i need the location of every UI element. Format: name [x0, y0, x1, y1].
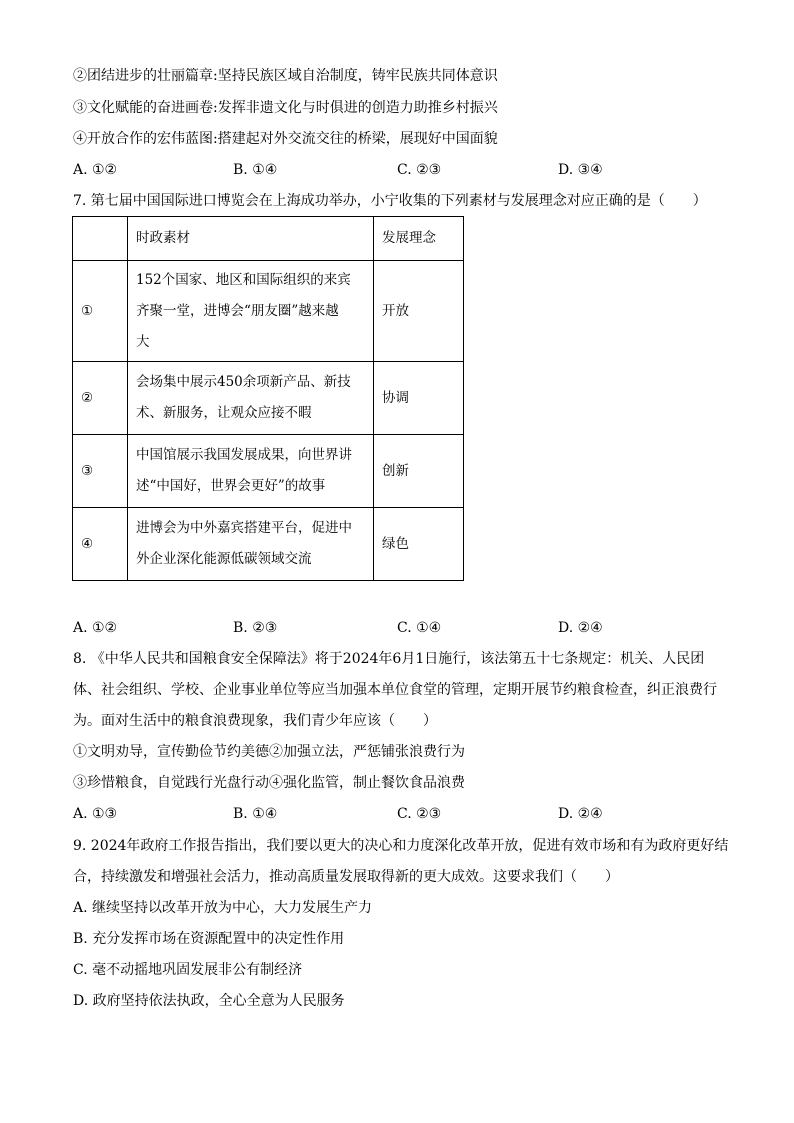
row-number: ②: [73, 362, 128, 435]
q7-table: [72, 216, 464, 581]
row-idea: 绿色: [374, 508, 464, 581]
table-header-row: [73, 217, 464, 261]
q9-choice-d[interactable]: D. 政府坚持依法执政，全心全意为人民服务: [73, 993, 345, 1009]
table-header-idea: 发展理念: [374, 217, 464, 261]
table-header-blank: [73, 217, 128, 261]
table-header-material: 时政素材: [128, 217, 374, 261]
q6-option-d[interactable]: D. ③④: [558, 162, 603, 178]
q7-option-c[interactable]: C. ①④: [397, 620, 442, 636]
q8-options: [73, 804, 633, 824]
q8-stem-line: 8. 《中华人民共和国粮食安全保障法》将于2024年6月1日施行，该法第五十七条规定：机关、人民团: [73, 651, 705, 667]
q9-stem-line: 9. 2024年政府工作报告指出，我们要以更大的决心和力度深化改革开放，促进有效市场和有为政府更好结: [73, 838, 729, 854]
row-idea: 创新: [374, 435, 464, 508]
q6-statement-4: ④开放合作的宏伟蓝图:搭建起对外交流交往的桥梁，展现好中国面貌: [73, 131, 498, 147]
row-material: [128, 435, 374, 508]
q7-option-a[interactable]: A. ①②: [73, 620, 118, 636]
q7-options: [73, 618, 633, 638]
row-material: [128, 508, 374, 581]
row-material-line: 齐聚一堂，进博会“朋友圈”越来越: [136, 302, 339, 319]
q8-statements-line: ①文明劝导，宣传勤俭节约美德②加强立法，严惩铺张浪费行为: [73, 744, 465, 760]
table-row: [73, 435, 464, 508]
q6-option-a[interactable]: A. ①②: [73, 162, 118, 178]
q7-option-d[interactable]: D. ②④: [558, 620, 603, 636]
q9-choice-b[interactable]: B. 充分发挥市场在资源配置中的决定性作用: [73, 931, 345, 947]
q8-option-b[interactable]: B. ①④: [233, 806, 278, 822]
q6-option-c[interactable]: C. ②③: [397, 162, 442, 178]
table-row: [73, 508, 464, 581]
q6-statement-3: ③文化赋能的奋进画卷:发挥非遗文化与时俱进的创造力助推乡村振兴: [73, 100, 498, 116]
row-number: ③: [73, 435, 128, 508]
q8-stem-line: 体、社会组织、学校、企业事业单位等应当加强本单位食堂的管理，定期开展节约粮食检查，纠正浪费行: [73, 682, 717, 698]
row-material-line: 进博会为中外嘉宾搭建平台，促进中: [136, 520, 352, 536]
row-material-line: 会场集中展示450余项新产品、新技: [136, 374, 351, 390]
row-material-line: 大: [136, 333, 150, 350]
q7-stem: 7. 第七届中国国际进口博览会在上海成功举办，小宁收集的下列素材与发展理念对应正确的是（ ）: [73, 193, 707, 209]
row-idea: 开放: [374, 261, 464, 362]
row-number: ④: [73, 508, 128, 581]
row-idea: 协调: [374, 362, 464, 435]
q7-option-b[interactable]: B. ②③: [233, 620, 278, 636]
q6-options: [73, 160, 633, 180]
row-material-line: 述“中国好，世界会更好”的故事: [136, 478, 326, 494]
q9-choice-a[interactable]: A. 继续坚持以改革开放为中心，大力发展生产力: [73, 900, 373, 916]
row-material-line: 外企业深化能源低碳领域交流: [136, 551, 312, 567]
q8-option-d[interactable]: D. ②④: [558, 806, 603, 822]
q9-choice-c[interactable]: C. 毫不动摇地巩固发展非公有制经济: [73, 962, 303, 978]
q6-option-b[interactable]: B. ①④: [233, 162, 278, 178]
q8-stem-line: 为。面对生活中的粮食浪费现象，我们青少年应该（ ）: [73, 713, 437, 729]
q9-stem-line: 合，持续激发和增强社会活力，推动高质量发展取得新的更大成效。这要求我们（ ）: [73, 869, 619, 885]
row-material: [128, 261, 374, 362]
table-row: [73, 261, 464, 362]
row-material-line: 152个国家、地区和国际组织的来宾: [136, 271, 351, 288]
q6-statement-2: ②团结进步的壮丽篇章:坚持民族区域自治制度，铸牢民族共同体意识: [73, 68, 498, 84]
q8-option-c[interactable]: C. ②③: [397, 806, 442, 822]
row-number: ①: [73, 261, 128, 362]
row-material-line: 中国馆展示我国发展成果，向世界讲: [136, 447, 352, 463]
table-row: [73, 362, 464, 435]
q8-statements-line: ③珍惜粮食，自觉践行光盘行动④强化监管，制止餐饮食品浪费: [73, 775, 465, 791]
q8-option-a[interactable]: A. ①③: [73, 806, 118, 822]
row-material-line: 术、新服务，让观众应接不暇: [136, 405, 312, 421]
row-material: [128, 362, 374, 435]
